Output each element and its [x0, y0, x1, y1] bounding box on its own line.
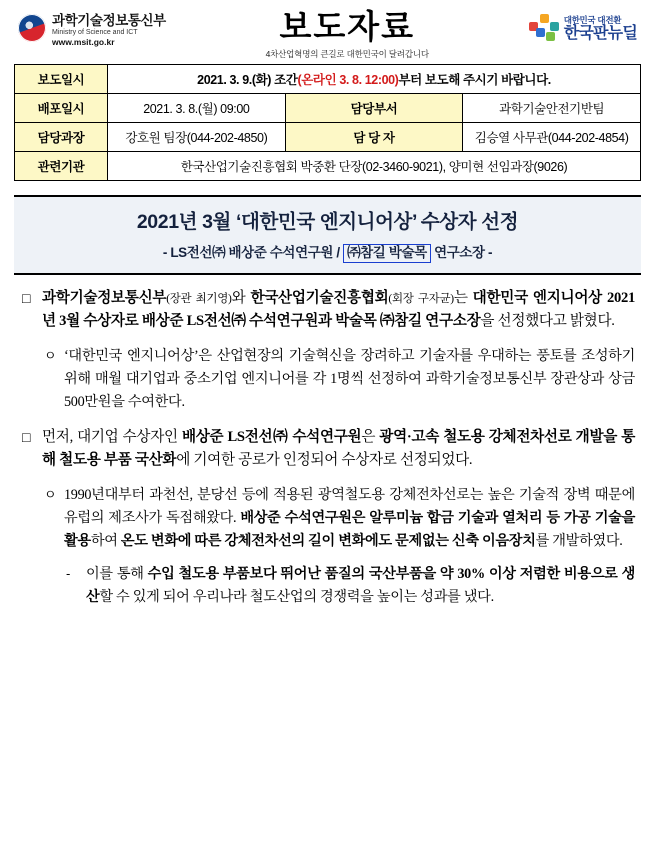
- label-related-org: 관련기관: [15, 152, 108, 181]
- paragraph-1-text: [42, 287, 635, 334]
- brand-subtitle: 대한민국 대전환: [563, 14, 622, 25]
- press-release-title: 보도자료: [279, 8, 415, 45]
- embargo-prefix: 2021. 3. 9.(화) 조간: [197, 73, 298, 87]
- value-department: 과학기술안전기반팀: [463, 94, 641, 123]
- masthead: [14, 0, 641, 62]
- label-contact-person: 담 당 자: [285, 123, 463, 152]
- p1-seg2: (장관 최기영): [166, 292, 232, 305]
- subtitle-before: - LS전선㈜ 배상준 수석연구원 /: [162, 245, 344, 260]
- p3-seg4: 광역·고속 철도용 강체전차선로 개발을 통해 철도용 부품 국산화: [42, 428, 635, 469]
- value-embargo-date: [108, 65, 641, 94]
- label-embargo-date: 보도일시: [15, 65, 108, 94]
- p1-seg4: 한국산업기술진흥협회: [250, 289, 389, 306]
- p1-seg6: 는: [453, 289, 473, 306]
- square-bullet-icon-2: □: [22, 428, 31, 445]
- dash-bullet-icon: -: [66, 566, 71, 582]
- value-distribution-date: 2021. 3. 8.(월) 09:00: [108, 94, 286, 123]
- document-title-box: [14, 195, 641, 275]
- label-department: 담당부서: [285, 94, 463, 123]
- paragraph-block-4: [42, 484, 635, 553]
- p4-seg1: 1990년대부터 과천선, 분당선 등에 적용된 광역철도용 강체전차선로는 높은 기술적 장벽 때문에 유럽의 제조사가 독점해왔다.: [64, 487, 635, 527]
- circle-bullet-icon: ㅇ: [44, 347, 57, 363]
- document-body: [14, 287, 641, 610]
- ministry-text: [52, 14, 166, 46]
- subtitle-after: 연구소장 -: [430, 245, 493, 260]
- table-row-related-org: [15, 152, 641, 181]
- press-info-table: [14, 64, 641, 181]
- table-row-embargo: [15, 65, 641, 94]
- p5-seg2: 수입 철도용 부품보다 뛰어난 품질의 국산부품을 약 30% 이상 저렴한 비용으로 생산: [86, 566, 635, 606]
- embargo-online: (온라인 3. 8. 12:00): [297, 73, 399, 87]
- p5-seg3: 할 수 있게 되어 우리나라 철도산업의 경쟁력을 높이는 성과를 냈다.: [99, 589, 494, 606]
- paragraph-2-text: ‘대한민국 엔지니어상’은 산업현장의 기술혁신을 장려하고 기술자를 우대하는 풍토를 조성하기 위해 매월 대기업과 중소기업 엔지니어를 각 1명씩 선정하여 과학기술정보통신부 장관상과 상금 500만원을 수여한다.: [64, 347, 635, 410]
- table-row-manager: [15, 123, 641, 152]
- paragraph-block-5: [64, 563, 635, 609]
- subtitle-highlight: ㈜참길 박술목: [343, 244, 431, 263]
- paragraph-3-text: [42, 426, 635, 473]
- paragraph-5-text: [86, 563, 635, 609]
- p5-seg1: 이를 통해: [86, 566, 148, 583]
- square-bullet-icon: □: [22, 289, 31, 306]
- p3-seg5: 에 기여한 공로가 인정되어 수상자로 선정되었다.: [176, 452, 473, 469]
- ministry-url: www.msit.go.kr: [52, 36, 115, 47]
- page-title: 2021년 3월 ‘대한민국 엔지니어상’ 수상자 선정: [136, 211, 519, 233]
- circle-bullet-icon-2: ㅇ: [44, 487, 57, 503]
- ministry-name-kr: 과학기술정보통신부: [52, 13, 166, 28]
- p4-seg5: 를 개발하였다.: [535, 533, 623, 550]
- paragraph-4-text: [64, 484, 635, 553]
- p1-seg3: 와: [231, 289, 251, 306]
- embargo-suffix: 부터 보도해 주시기 바랍니다.: [398, 73, 551, 87]
- p3-seg2: 배상준 LS전선㈜ 수석연구원: [181, 428, 362, 445]
- label-division-head: 담당과장: [15, 123, 108, 152]
- p4-seg3: 하여: [90, 533, 121, 550]
- p1-seg7: 대한민국 엔지니어상 2021년 3월 수상자로 배상준 LS전선㈜ 수석연구원과 박술목 ㈜참길 연구소장: [42, 289, 635, 330]
- value-division-head: 강호원 팀장(044-202-4850): [108, 123, 286, 152]
- table-row-distribution: [15, 94, 641, 123]
- ministry-logo: [18, 8, 166, 46]
- p3-seg3: 은: [361, 428, 380, 445]
- brand-title: 한국판뉴딜: [563, 24, 637, 42]
- ministry-name-en: Ministry of Science and ICT: [52, 29, 138, 37]
- value-related-org: 한국산업기술진흥협회 박중환 단장(02-3460-9021), 양미현 선임과장(9026): [108, 152, 641, 181]
- paragraph-block-3: [20, 426, 635, 473]
- korean-new-deal-logo: [529, 8, 637, 44]
- p4-seg2: 배상준 수석연구원은 알루미늄 합금 기술과 열처리 등 가공 기술을 활용: [64, 510, 635, 550]
- pinwheel-icon: [529, 14, 559, 44]
- p3-seg1: 먼저, 대기업 수상자인: [42, 428, 182, 445]
- paragraph-block-2: [42, 345, 635, 414]
- p4-seg4: 온도 변화에 따른 강체전차선의 길이 변화에도 문제없는 신축 이음장치: [120, 533, 536, 550]
- page-subtitle: [14, 241, 641, 263]
- press-release-heading: [266, 8, 429, 60]
- label-distribution-date: 배포일시: [15, 94, 108, 123]
- brand-text: [564, 16, 637, 43]
- p1-seg1: 과학기술정보통신부: [42, 289, 167, 306]
- paragraph-block-1: [20, 287, 635, 334]
- government-emblem-icon: [18, 14, 46, 42]
- p1-seg8: 을 선정했다고 밝혔다.: [480, 313, 615, 330]
- press-release-tagline: 4차산업혁명의 큰길로 대한민국이 달려갑니다: [265, 49, 429, 59]
- p1-seg5: (회장 구자균): [388, 292, 454, 305]
- value-contact-person: 김승열 사무관(044-202-4854): [463, 123, 641, 152]
